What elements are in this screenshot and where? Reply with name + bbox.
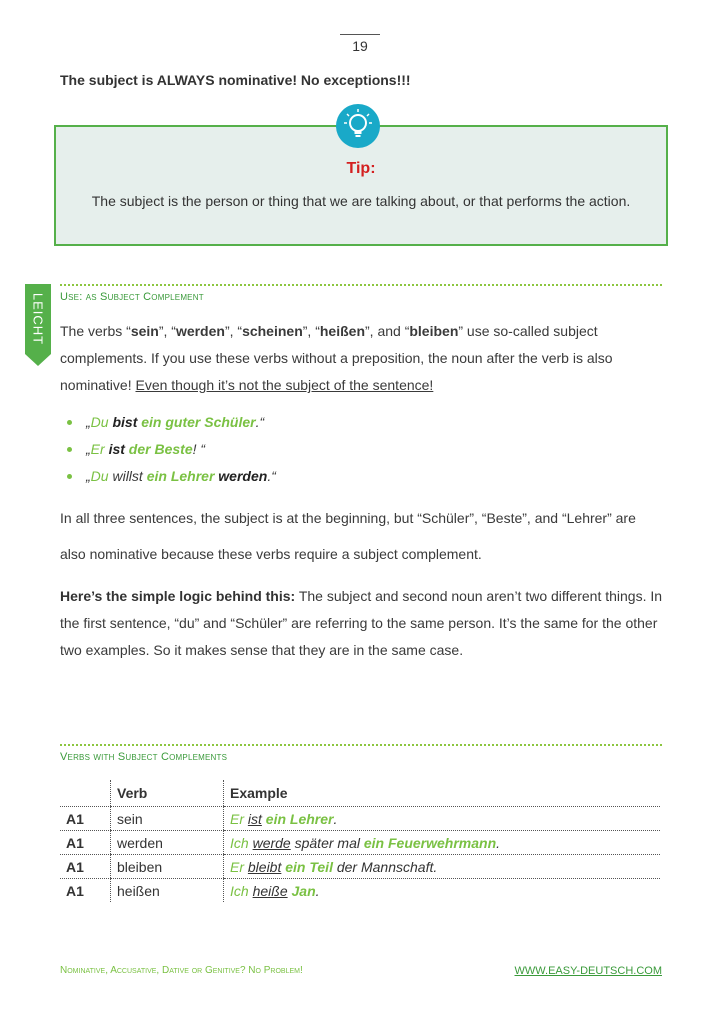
lead-statement: The subject is ALWAYS nominative! No exceptions!!! [60,72,411,88]
underlined-note: Even though it’s not the subject of the sentence! [135,377,434,393]
example-list [64,409,276,490]
table-row [60,855,660,879]
verbs-table [60,780,660,902]
table-header-row [60,780,660,807]
lightbulb-icon [336,104,380,148]
tip-title: Tip: [346,160,376,177]
example-cell: Er bleibt ein Teil der Mannschaft. [224,855,661,879]
footer-website-link[interactable]: WWW.EASY-DEUTSCH.COM [514,965,662,977]
list-item: „Er ist der Beste! “ [64,436,276,463]
side-tab-arrow [25,354,51,366]
side-tab-label: LEICHT [30,292,46,346]
section-heading-verbs: Verbs with Subject Complements [60,751,228,763]
example-cell: Er ist ein Lehrer. [224,807,661,831]
verb-cell: werden [111,831,224,855]
level-cell: A1 [60,855,111,879]
paragraph-logic: Here’s the simple logic behind this: The subject and second noun aren’t two different things. In the first sentence, “du” and “Schüler” are referring to the same person. It’s the same for the other two examples. So it makes sense that they are in the same case. [60,588,663,658]
level-cell: A1 [60,807,111,831]
table-row [60,831,660,855]
table-row [60,879,660,903]
paragraph-explanation: In all three sentences, the subject is at the beginning, but “Schüler”, “Beste”, and “Lehrer” are also nominative because these verbs require a subject complement. [60,510,636,562]
section-divider [60,284,662,286]
section-heading-use: Use: as Subject Complement [60,291,204,303]
level-cell: A1 [60,831,111,855]
verb-cell: heißen [111,879,224,903]
page-number-rule [340,34,380,35]
example-cell: Ich werde später mal ein Feuerwehrmann. [224,831,661,855]
list-item: „Du bist ein guter Schüler.“ [64,409,276,436]
paragraph-verbs: The verbs “sein”, “werden”, “scheinen”, “heißen”, and “bleiben” use so-called subject complements. If you use these verbs without a preposition, the noun after the verb is also nominative! Even though it’s not the subject of the sentence! [60,323,613,393]
footer-title: Nominative, Accusative, Dative or Genitive? No Problem! [60,965,303,976]
column-header-example: Example [224,780,661,807]
column-header-verb: Verb [111,780,224,807]
page-number: 19 [352,38,368,54]
verb-cell: sein [111,807,224,831]
example-cell: Ich heiße Jan. [224,879,661,903]
table-row [60,807,660,831]
level-cell: A1 [66,882,84,899]
verb-cell: bleiben [111,855,224,879]
list-item: „Du willst ein Lehrer werden.“ [64,463,276,490]
section-divider [60,744,662,746]
tip-text: The subject is the person or thing that we are talking about, or that performs the action. [91,193,631,209]
